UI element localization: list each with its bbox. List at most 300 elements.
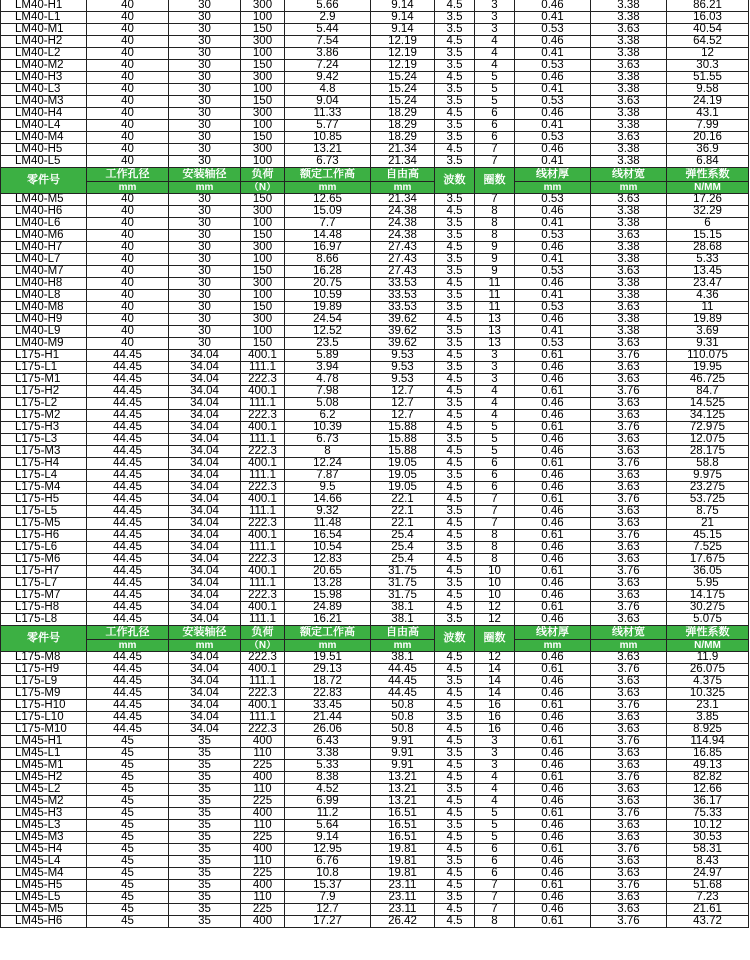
- table-row: [1, 748, 749, 760]
- cell-waves: 3.5: [435, 266, 475, 278]
- table-row: [1, 350, 749, 362]
- cell-width: 3.63: [591, 590, 667, 602]
- cell-turns: 3: [475, 12, 515, 24]
- cell-bore: 45: [87, 880, 169, 892]
- cell-part-no: LM40-H5: [1, 144, 87, 156]
- cell-spring-rate: 5.075: [667, 614, 749, 626]
- cell-waves: 3.5: [435, 784, 475, 796]
- unit-bore: mm: [87, 182, 169, 194]
- header-load: 负荷: [241, 626, 285, 640]
- cell-spring-rate: 9.975: [667, 470, 749, 482]
- cell-bore: 44.45: [87, 446, 169, 458]
- cell-thickness: 0.46: [515, 374, 591, 386]
- table-row: [1, 60, 749, 72]
- cell-rated-height: 19.51: [285, 652, 371, 664]
- cell-bore: 40: [87, 120, 169, 132]
- cell-thickness: 0.46: [515, 36, 591, 48]
- cell-shaft: 34.04: [169, 554, 241, 566]
- cell-spring-rate: 53.725: [667, 494, 749, 506]
- cell-spring-rate: 4.36: [667, 290, 749, 302]
- cell-bore: 44.45: [87, 350, 169, 362]
- header-rated-height: 额定工作高: [285, 626, 371, 640]
- cell-width: 3.63: [591, 832, 667, 844]
- cell-spring-rate: 58.8: [667, 458, 749, 470]
- table-row: [1, 760, 749, 772]
- cell-width: 3.63: [591, 96, 667, 108]
- cell-thickness: 0.46: [515, 314, 591, 326]
- cell-bore: 40: [87, 156, 169, 168]
- header-thickness: 线材厚: [515, 626, 591, 640]
- table-row: [1, 422, 749, 434]
- cell-part-no: LM45-L4: [1, 856, 87, 868]
- cell-turns: 7: [475, 194, 515, 206]
- cell-free-height: 9.14: [371, 0, 435, 12]
- cell-bore: 45: [87, 736, 169, 748]
- cell-load: 400: [241, 808, 285, 820]
- cell-spring-rate: 17.675: [667, 554, 749, 566]
- unit-width: mm: [591, 640, 667, 652]
- cell-waves: 4.5: [435, 206, 475, 218]
- cell-load: 111.1: [241, 470, 285, 482]
- cell-width: 3.63: [591, 904, 667, 916]
- cell-free-height: 25.4: [371, 542, 435, 554]
- cell-load: 222.3: [241, 590, 285, 602]
- cell-load: 222.3: [241, 652, 285, 664]
- cell-shaft: 30: [169, 132, 241, 144]
- table-row: [1, 362, 749, 374]
- cell-load: 400.1: [241, 664, 285, 676]
- cell-part-no: LM40-L7: [1, 254, 87, 266]
- cell-part-no: LM40-H9: [1, 314, 87, 326]
- cell-part-no: LM40-M3: [1, 96, 87, 108]
- cell-part-no: L175-L6: [1, 542, 87, 554]
- unit-spring-rate: N/MM: [667, 640, 749, 652]
- header-turns: 圈数: [475, 168, 515, 194]
- cell-load: 400: [241, 736, 285, 748]
- cell-turns: 8: [475, 916, 515, 928]
- cell-part-no: L175-M4: [1, 482, 87, 494]
- cell-part-no: LM40-L6: [1, 218, 87, 230]
- cell-part-no: L175-H9: [1, 664, 87, 676]
- cell-width: 3.63: [591, 410, 667, 422]
- cell-thickness: 0.41: [515, 254, 591, 266]
- cell-turns: 5: [475, 96, 515, 108]
- cell-width: 3.76: [591, 844, 667, 856]
- cell-rated-height: 5.66: [285, 0, 371, 12]
- cell-spring-rate: 26.075: [667, 664, 749, 676]
- cell-waves: 3.5: [435, 398, 475, 410]
- cell-width: 3.38: [591, 254, 667, 266]
- table-row: [1, 602, 749, 614]
- cell-load: 100: [241, 120, 285, 132]
- cell-bore: 40: [87, 278, 169, 290]
- cell-turns: 5: [475, 446, 515, 458]
- unit-spring-rate: N/MM: [667, 182, 749, 194]
- cell-load: 100: [241, 254, 285, 266]
- table-row: [1, 290, 749, 302]
- cell-width: 3.38: [591, 12, 667, 24]
- cell-waves: 3.5: [435, 60, 475, 72]
- cell-bore: 45: [87, 760, 169, 772]
- cell-thickness: 0.46: [515, 398, 591, 410]
- cell-free-height: 39.62: [371, 326, 435, 338]
- cell-shaft: 35: [169, 832, 241, 844]
- cell-spring-rate: 11.9: [667, 652, 749, 664]
- cell-part-no: L175-L9: [1, 676, 87, 688]
- cell-part-no: LM45-H4: [1, 844, 87, 856]
- cell-thickness: 0.46: [515, 0, 591, 12]
- table-header-group-2: [1, 626, 749, 652]
- cell-width: 3.38: [591, 206, 667, 218]
- cell-load: 225: [241, 832, 285, 844]
- cell-shaft: 35: [169, 772, 241, 784]
- cell-part-no: LM40-H1: [1, 0, 87, 12]
- cell-waves: 4.5: [435, 904, 475, 916]
- cell-turns: 14: [475, 664, 515, 676]
- cell-rated-height: 23.5: [285, 338, 371, 350]
- header-part-no: 零件号: [1, 626, 87, 652]
- cell-width: 3.63: [591, 760, 667, 772]
- cell-free-height: 9.53: [371, 350, 435, 362]
- cell-rated-height: 10.39: [285, 422, 371, 434]
- cell-spring-rate: 30.53: [667, 832, 749, 844]
- cell-bore: 44.45: [87, 410, 169, 422]
- cell-waves: 4.5: [435, 566, 475, 578]
- cell-free-height: 25.4: [371, 554, 435, 566]
- cell-turns: 4: [475, 410, 515, 422]
- cell-spring-rate: 6: [667, 218, 749, 230]
- cell-part-no: LM40-H7: [1, 242, 87, 254]
- cell-shaft: 30: [169, 278, 241, 290]
- cell-spring-rate: 21.61: [667, 904, 749, 916]
- cell-thickness: 0.41: [515, 290, 591, 302]
- cell-spring-rate: 45.15: [667, 530, 749, 542]
- cell-free-height: 13.21: [371, 772, 435, 784]
- cell-turns: 3: [475, 24, 515, 36]
- cell-spring-rate: 43.72: [667, 916, 749, 928]
- cell-thickness: 0.46: [515, 652, 591, 664]
- cell-waves: 3.5: [435, 614, 475, 626]
- cell-load: 400.1: [241, 494, 285, 506]
- cell-shaft: 34.04: [169, 482, 241, 494]
- cell-load: 111.1: [241, 362, 285, 374]
- cell-load: 400: [241, 880, 285, 892]
- cell-part-no: LM40-H3: [1, 72, 87, 84]
- table-row: [1, 688, 749, 700]
- cell-waves: 4.5: [435, 652, 475, 664]
- cell-shaft: 34.04: [169, 458, 241, 470]
- cell-rated-height: 8: [285, 446, 371, 458]
- cell-waves: 4.5: [435, 518, 475, 530]
- cell-free-height: 12.19: [371, 60, 435, 72]
- cell-spring-rate: 23.1: [667, 700, 749, 712]
- cell-waves: 3.5: [435, 194, 475, 206]
- cell-width: 3.63: [591, 554, 667, 566]
- cell-waves: 3.5: [435, 120, 475, 132]
- cell-waves: 4.5: [435, 144, 475, 156]
- cell-shaft: 34.04: [169, 422, 241, 434]
- cell-turns: 7: [475, 904, 515, 916]
- cell-width: 3.63: [591, 506, 667, 518]
- table-row: [1, 206, 749, 218]
- cell-load: 400.1: [241, 350, 285, 362]
- cell-load: 300: [241, 0, 285, 12]
- cell-load: 150: [241, 60, 285, 72]
- cell-waves: 4.5: [435, 760, 475, 772]
- cell-part-no: L175-M7: [1, 590, 87, 602]
- cell-part-no: LM40-M4: [1, 132, 87, 144]
- table-row: [1, 494, 749, 506]
- cell-spring-rate: 4.375: [667, 676, 749, 688]
- cell-thickness: 0.46: [515, 688, 591, 700]
- cell-width: 3.76: [591, 808, 667, 820]
- cell-load: 225: [241, 904, 285, 916]
- cell-thickness: 0.53: [515, 194, 591, 206]
- cell-spring-rate: 34.125: [667, 410, 749, 422]
- cell-part-no: L175-L5: [1, 506, 87, 518]
- header-waves: 波数: [435, 168, 475, 194]
- cell-bore: 44.45: [87, 590, 169, 602]
- table-row: [1, 796, 749, 808]
- cell-thickness: 0.46: [515, 554, 591, 566]
- cell-shaft: 30: [169, 156, 241, 168]
- cell-waves: 4.5: [435, 844, 475, 856]
- cell-turns: 3: [475, 736, 515, 748]
- cell-spring-rate: 40.54: [667, 24, 749, 36]
- header-width: 线材宽: [591, 168, 667, 182]
- cell-turns: 11: [475, 302, 515, 314]
- cell-waves: 4.5: [435, 422, 475, 434]
- cell-free-height: 15.24: [371, 72, 435, 84]
- cell-bore: 44.45: [87, 652, 169, 664]
- cell-part-no: LM40-H8: [1, 278, 87, 290]
- cell-bore: 44.45: [87, 434, 169, 446]
- cell-load: 400: [241, 844, 285, 856]
- cell-spring-rate: 43.1: [667, 108, 749, 120]
- cell-part-no: L175-M2: [1, 410, 87, 422]
- unit-shaft: mm: [169, 182, 241, 194]
- table-block-2: [1, 194, 749, 626]
- cell-shaft: 34.04: [169, 712, 241, 724]
- cell-bore: 44.45: [87, 688, 169, 700]
- header-part-no: 零件号: [1, 168, 87, 194]
- header-width: 线材宽: [591, 626, 667, 640]
- cell-load: 300: [241, 108, 285, 120]
- cell-load: 300: [241, 36, 285, 48]
- cell-load: 100: [241, 84, 285, 96]
- table-row: [1, 254, 749, 266]
- cell-part-no: L175-M10: [1, 724, 87, 736]
- cell-spring-rate: 7.525: [667, 542, 749, 554]
- cell-thickness: 0.53: [515, 338, 591, 350]
- cell-turns: 5: [475, 820, 515, 832]
- cell-rated-height: 7.98: [285, 386, 371, 398]
- cell-free-height: 19.05: [371, 482, 435, 494]
- cell-spring-rate: 14.525: [667, 398, 749, 410]
- cell-waves: 3.5: [435, 856, 475, 868]
- table-row: [1, 916, 749, 928]
- cell-width: 3.38: [591, 156, 667, 168]
- table-row: [1, 856, 749, 868]
- cell-free-height: 33.53: [371, 290, 435, 302]
- cell-waves: 4.5: [435, 0, 475, 12]
- cell-waves: 3.5: [435, 338, 475, 350]
- unit-rated-height: mm: [285, 182, 371, 194]
- cell-thickness: 0.61: [515, 530, 591, 542]
- cell-spring-rate: 28.175: [667, 446, 749, 458]
- cell-thickness: 0.41: [515, 12, 591, 24]
- cell-bore: 44.45: [87, 542, 169, 554]
- cell-turns: 6: [475, 856, 515, 868]
- cell-part-no: LM45-H5: [1, 880, 87, 892]
- cell-shaft: 34.04: [169, 398, 241, 410]
- cell-width: 3.38: [591, 242, 667, 254]
- cell-free-height: 13.21: [371, 784, 435, 796]
- table-row: [1, 242, 749, 254]
- cell-spring-rate: 16.03: [667, 12, 749, 24]
- table-row: [1, 736, 749, 748]
- unit-free-height: mm: [371, 182, 435, 194]
- cell-bore: 44.45: [87, 362, 169, 374]
- cell-waves: 3.5: [435, 218, 475, 230]
- cell-turns: 13: [475, 314, 515, 326]
- cell-load: 110: [241, 856, 285, 868]
- cell-turns: 10: [475, 578, 515, 590]
- cell-free-height: 23.11: [371, 892, 435, 904]
- cell-spring-rate: 17.26: [667, 194, 749, 206]
- cell-turns: 12: [475, 602, 515, 614]
- cell-bore: 44.45: [87, 700, 169, 712]
- cell-thickness: 0.53: [515, 302, 591, 314]
- cell-free-height: 25.4: [371, 530, 435, 542]
- cell-spring-rate: 12.66: [667, 784, 749, 796]
- cell-thickness: 0.46: [515, 868, 591, 880]
- cell-bore: 40: [87, 230, 169, 242]
- cell-bore: 45: [87, 808, 169, 820]
- cell-free-height: 38.1: [371, 652, 435, 664]
- cell-part-no: LM40-H2: [1, 36, 87, 48]
- cell-waves: 3.5: [435, 676, 475, 688]
- cell-free-height: 33.53: [371, 278, 435, 290]
- cell-bore: 44.45: [87, 724, 169, 736]
- table-row: [1, 530, 749, 542]
- header-waves: 波数: [435, 626, 475, 652]
- cell-rated-height: 16.28: [285, 266, 371, 278]
- header-shaft: 安装轴径: [169, 168, 241, 182]
- cell-free-height: 13.21: [371, 796, 435, 808]
- cell-waves: 4.5: [435, 772, 475, 784]
- table-row: [1, 302, 749, 314]
- cell-rated-height: 9.5: [285, 482, 371, 494]
- cell-rated-height: 10.54: [285, 542, 371, 554]
- cell-turns: 5: [475, 808, 515, 820]
- cell-spring-rate: 51.55: [667, 72, 749, 84]
- cell-load: 222.3: [241, 374, 285, 386]
- cell-bore: 45: [87, 916, 169, 928]
- cell-load: 100: [241, 48, 285, 60]
- cell-spring-rate: 36.05: [667, 566, 749, 578]
- cell-width: 3.76: [591, 700, 667, 712]
- table-row: [1, 0, 749, 12]
- cell-bore: 45: [87, 748, 169, 760]
- cell-waves: 4.5: [435, 868, 475, 880]
- cell-free-height: 24.38: [371, 206, 435, 218]
- cell-spring-rate: 23.275: [667, 482, 749, 494]
- cell-width: 3.38: [591, 290, 667, 302]
- cell-bore: 44.45: [87, 578, 169, 590]
- cell-shaft: 30: [169, 302, 241, 314]
- cell-spring-rate: 30.275: [667, 602, 749, 614]
- cell-part-no: L175-L2: [1, 398, 87, 410]
- cell-waves: 4.5: [435, 602, 475, 614]
- table-row: [1, 410, 749, 422]
- cell-part-no: LM40-H4: [1, 108, 87, 120]
- cell-shaft: 30: [169, 72, 241, 84]
- cell-rated-height: 24.89: [285, 602, 371, 614]
- cell-free-height: 9.53: [371, 362, 435, 374]
- cell-shaft: 34.04: [169, 470, 241, 482]
- cell-rated-height: 8.38: [285, 772, 371, 784]
- cell-free-height: 12.7: [371, 410, 435, 422]
- cell-shaft: 34.04: [169, 652, 241, 664]
- cell-width: 3.76: [591, 458, 667, 470]
- cell-load: 400: [241, 772, 285, 784]
- cell-free-height: 22.1: [371, 518, 435, 530]
- cell-free-height: 12.7: [371, 398, 435, 410]
- cell-rated-height: 7.9: [285, 892, 371, 904]
- table-row: [1, 506, 749, 518]
- cell-bore: 40: [87, 108, 169, 120]
- cell-thickness: 0.61: [515, 808, 591, 820]
- cell-load: 300: [241, 72, 285, 84]
- cell-load: 300: [241, 278, 285, 290]
- cell-width: 3.76: [591, 530, 667, 542]
- cell-thickness: 0.46: [515, 724, 591, 736]
- cell-shaft: 35: [169, 880, 241, 892]
- table-row: [1, 784, 749, 796]
- cell-waves: 4.5: [435, 664, 475, 676]
- cell-waves: 4.5: [435, 494, 475, 506]
- cell-rated-height: 19.89: [285, 302, 371, 314]
- cell-width: 3.63: [591, 374, 667, 386]
- table-row: [1, 266, 749, 278]
- cell-free-height: 39.62: [371, 338, 435, 350]
- cell-free-height: 9.14: [371, 12, 435, 24]
- cell-turns: 7: [475, 892, 515, 904]
- cell-thickness: 0.53: [515, 60, 591, 72]
- cell-free-height: 22.1: [371, 494, 435, 506]
- cell-turns: 6: [475, 108, 515, 120]
- table-header-row: [1, 168, 749, 182]
- cell-turns: 5: [475, 72, 515, 84]
- cell-width: 3.63: [591, 578, 667, 590]
- cell-width: 3.63: [591, 482, 667, 494]
- cell-part-no: L175-H6: [1, 530, 87, 542]
- cell-rated-height: 6.43: [285, 736, 371, 748]
- cell-rated-height: 12.52: [285, 326, 371, 338]
- cell-part-no: LM40-L5: [1, 156, 87, 168]
- cell-thickness: 0.46: [515, 206, 591, 218]
- cell-bore: 44.45: [87, 422, 169, 434]
- cell-spring-rate: 21: [667, 518, 749, 530]
- cell-width: 3.38: [591, 84, 667, 96]
- cell-waves: 3.5: [435, 302, 475, 314]
- cell-bore: 40: [87, 218, 169, 230]
- cell-turns: 16: [475, 724, 515, 736]
- cell-thickness: 0.61: [515, 916, 591, 928]
- cell-turns: 7: [475, 156, 515, 168]
- cell-load: 222.3: [241, 724, 285, 736]
